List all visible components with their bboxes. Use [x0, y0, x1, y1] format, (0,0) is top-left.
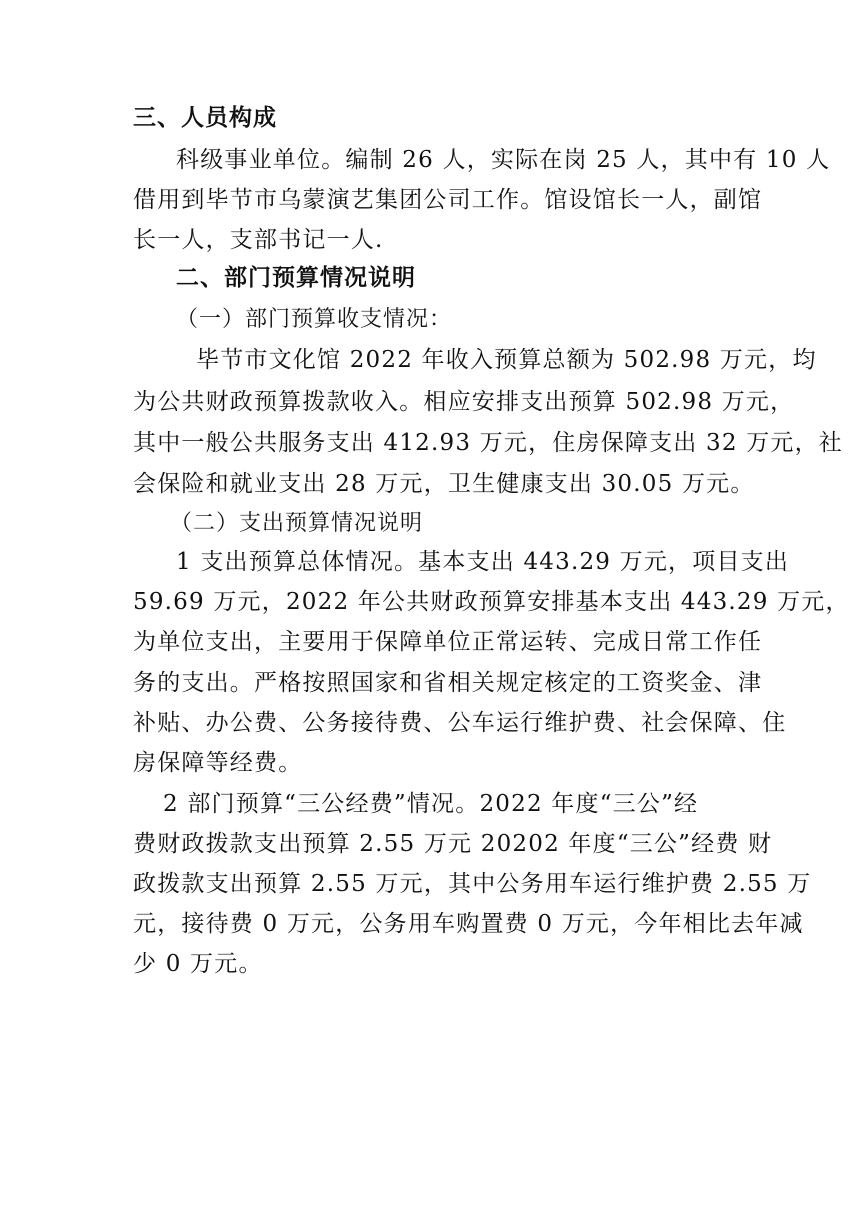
part-1-line-2: 为公共财政预算拨款收入。相应安排支出预算 502.98 万元， — [133, 389, 795, 415]
section-2-title: 二、部门预算情况说明 — [176, 265, 416, 291]
part-2-item-1-line-3: 为单位支出，主要用于保障单位正常运转、完成日常工作任 — [133, 629, 763, 655]
part-2-item-2-line-3: 政拨款支出预算 2.55 万元，其中公务用车运行维护费 2.55 万 — [133, 871, 812, 897]
part-2-item-2-line-4: 元，接待费 0 万元，公务用车购置费 0 万元，今年相比去年减 — [133, 911, 804, 937]
part-2-item-2-line-5: 少 0 万元。 — [133, 951, 263, 977]
section-3-line-3: 长一人，支部书记一人. — [133, 227, 384, 253]
section-3-line-2: 借用到毕节市乌蒙演艺集团公司工作。馆设馆长一人，副馆 — [133, 187, 763, 213]
part-2-item-2-line-2: 费财政拨款支出预算 2.55 万元 20202 年度“三公”经费 财 — [133, 831, 773, 857]
part-1-line-1: 毕节市文化馆 2022 年收入预算总额为 502.98 万元，均 — [196, 347, 817, 373]
part-2-item-2-line-1: 2 部门预算“三公经费”情况。2022 年度“三公”经 — [163, 791, 699, 817]
part-2-title: （二）支出预算情况说明 — [170, 511, 424, 536]
part-2-item-1-line-6: 房保障等经费。 — [133, 750, 303, 776]
part-1-title: （一）部门预算收支情况： — [176, 307, 453, 332]
part-1-line-4: 会保险和就业支出 28 万元，卫生健康支出 30.05 万元。 — [133, 471, 755, 497]
part-2-item-1-line-1: 1 支出预算总体情况。基本支出 443.29 万元，项目支出 — [176, 549, 790, 575]
part-2-item-1-line-2: 59.69 万元，2022 年公共财政预算安排基本支出 443.29 万元， — [133, 589, 850, 615]
part-1-line-3: 其中一般公共服务支出 412.93 万元，住房保障支出 32 万元，社 — [133, 430, 843, 456]
part-2-item-1-line-5: 补贴、办公费、公务接待费、公车运行维护费、社会保障、住 — [133, 710, 787, 736]
part-2-item-1-line-4: 务的支出。严格按照国家和省相关规定核定的工资奖金、津 — [133, 670, 763, 696]
section-3-title: 三、人员构成 — [133, 105, 277, 131]
section-3-line-1: 科级事业单位。编制 26 人，实际在岗 25 人，其中有 10 人 — [176, 147, 831, 173]
